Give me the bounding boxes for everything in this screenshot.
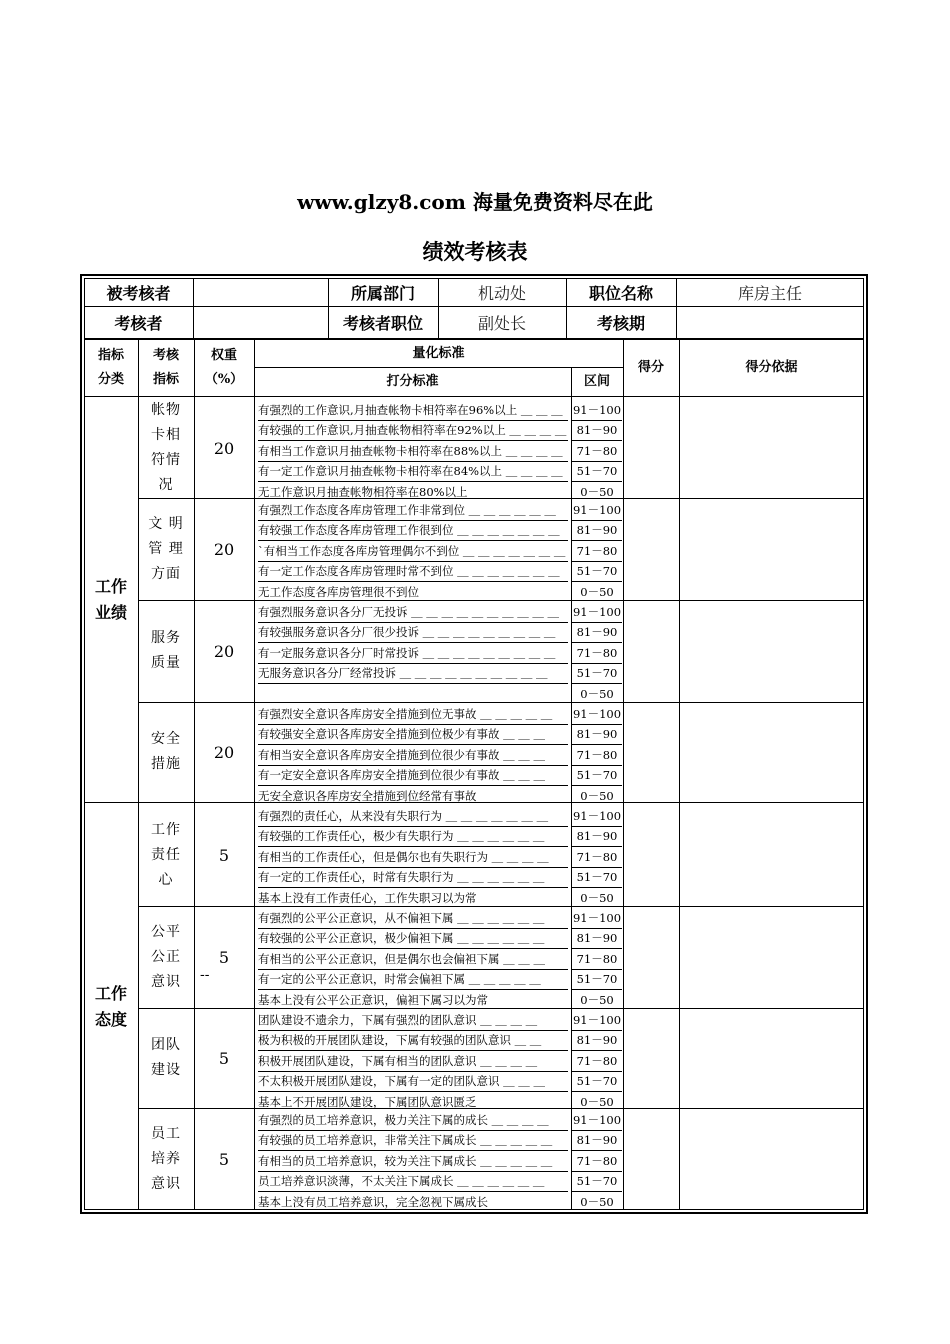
indicator-header-line: 指标 (152, 372, 179, 387)
criteria-line: 有相当安全意识各库房安全措施到位很少有事故 ＿ ＿ ＿ (258, 745, 568, 766)
range-value: 71－80 (572, 847, 622, 868)
indicator-name (138, 804, 194, 906)
range-value: 71－80 (572, 1151, 622, 1172)
range-value: 91－100 (572, 500, 622, 521)
range-value: 81－90 (572, 1130, 622, 1151)
range-value: 0－50 (580, 484, 614, 499)
category-attitude (84, 804, 138, 1210)
range-value: 71－80 (572, 745, 622, 766)
score-field[interactable] (623, 804, 679, 906)
examiner-position-field[interactable]: 副处长 (477, 313, 526, 333)
category-header-line: 指标 (97, 348, 124, 363)
criteria-line: 无工作意识月抽查帐物相符率在80%以上 (258, 484, 468, 499)
basis-field[interactable] (679, 398, 864, 498)
score-field[interactable] (623, 600, 679, 702)
criteria-line: 有一定工作意识月抽查帐物卡相符率在84%以上 ＿ ＿ ＿ ＿ (258, 461, 568, 482)
indicator-name-line: 公平 (151, 923, 181, 940)
weight-value: 5 (218, 947, 230, 967)
indicator-name-line: 员工 (151, 1125, 181, 1142)
criteria-line: 有相当的员工培养意识，较为关注下属成长 ＿ ＿ ＿ ＿ ＿ (258, 1151, 568, 1172)
criteria-line: 有一定的工作责任心，时常有失职行为 ＿ ＿ ＿ ＿ ＿ ＿ (258, 867, 568, 888)
indicator-name-line: 质量 (151, 655, 181, 671)
range-value: 81－90 (572, 622, 622, 643)
indicator-name-line: 培养 (151, 1150, 181, 1167)
indicator-name-line: 措施 (151, 756, 181, 772)
criteria-line: 有较强的工作责任心，极少有失职行为 ＿ ＿ ＿ ＿ ＿ ＿ (258, 826, 568, 847)
range-value: 91－100 (572, 400, 622, 421)
grid-col-line (254, 338, 255, 1210)
criteria-line: 有较强的工作意识,月抽查帐物相符率在92%以上 ＿ ＿ ＿ ＿ (258, 420, 568, 441)
range-value: 81－90 (572, 520, 622, 541)
range-value: 0－50 (580, 890, 614, 905)
criteria-line: 无安全意识各库房安全措施到位经常有事故 (258, 788, 477, 803)
basis-field[interactable] (679, 702, 864, 802)
criteria-line: 基本上没有工作责任心，工作失职习以为常 (258, 890, 477, 905)
examiner-field[interactable] (193, 306, 328, 338)
indicator-name (138, 1108, 194, 1210)
indicator-name-line: 心 (158, 871, 174, 888)
score-field[interactable] (623, 498, 679, 600)
range-value: 51－70 (572, 969, 622, 990)
category-text: 工作 (94, 984, 127, 1003)
criteria-line: 有相当的公平公正意识，但是偶尔也会偏袒下属 ＿ ＿ ＿ (258, 949, 568, 970)
indicator-header (138, 340, 194, 396)
criteria-line: 有较强工作态度各库房管理工作很到位 ＿ ＿ ＿ ＿ ＿ ＿ ＿ (258, 520, 568, 541)
basis-field[interactable] (679, 498, 864, 600)
basis-header: 得分依据 (745, 360, 798, 375)
indicator-name (138, 906, 194, 1008)
criteria-line: 有一定的公平公正意识，时常会偏袒下属 ＿ ＿ ＿ ＿ ＿ (258, 969, 568, 990)
range-value: 51－70 (572, 867, 622, 888)
basis-field[interactable] (679, 906, 864, 1008)
criteria-line: 有较强的公平公正意识，极少偏袒下属 ＿ ＿ ＿ ＿ ＿ ＿ (258, 928, 568, 949)
weight-value: 5 (218, 1149, 230, 1169)
basis-field[interactable] (679, 600, 864, 702)
header-bottom-border (84, 396, 864, 397)
range-value: 51－70 (572, 663, 622, 684)
range-value: 71－80 (572, 1051, 622, 1072)
position-field[interactable]: 库房主任 (737, 283, 802, 303)
category-header (84, 340, 138, 396)
indicator-name (138, 600, 194, 702)
category-text: 态度 (94, 1010, 127, 1029)
indicator-name (138, 1008, 194, 1108)
category-header-line: 分类 (97, 372, 124, 387)
range-value: 51－70 (572, 561, 622, 582)
range-value: 81－90 (572, 826, 622, 847)
indicator-name-line: 方面 (151, 565, 181, 582)
quant-standard-header: 量化标准 (412, 345, 465, 361)
criteria-line: 有强烈的员工培养意识，极力关注下属的成长 ＿ ＿ ＿ ＿ (258, 1110, 568, 1131)
basis-field[interactable] (679, 1108, 864, 1210)
category-text: 工作 (94, 577, 127, 596)
criteria-line: 有强烈的工作意识,月抽查帐物卡相符率在96%以上 ＿ ＿ ＿ (258, 400, 568, 421)
indicator-name-line: 文 明 (148, 515, 184, 532)
period-label: 考核期 (596, 313, 645, 333)
weight-header-line: （%） (204, 372, 244, 387)
criteria-line: `有相当工作态度各库房管理偶尔不到位 ＿ ＿ ＿ ＿ ＿ ＿ ＿ (258, 541, 568, 562)
criteria-line: 有较强服务意识各分厂很少投诉 ＿ ＿ ＿ ＿ ＿ ＿ ＿ ＿ ＿ (258, 622, 568, 643)
range-value: 91－100 (572, 602, 622, 623)
criteria-line: 有较强的员工培养意识，非常关注下属成长 ＿ ＿ ＿ ＿ ＿ (258, 1130, 568, 1151)
score-field[interactable] (623, 906, 679, 1008)
indicator-name-line: 责任 (151, 846, 181, 863)
score-field[interactable] (623, 1008, 679, 1108)
criteria-line: 有一定安全意识各库房安全措施到位很少有事故 ＿ ＿ ＿ (258, 765, 568, 786)
criteria-line: 有相当的工作责任心，但是偶尔也有失职行为 ＿ ＿ ＿ ＿ (258, 847, 568, 868)
criteria-line: 有较强安全意识各库房安全措施到位极少有事故 ＿ ＿ ＿ (258, 724, 568, 745)
criteria-line: 不太积极开展团队建设，下属有一定的团队意识 ＿ ＿ ＿ (258, 1071, 568, 1092)
indicator-name-line: 建设 (151, 1062, 181, 1078)
range-value: 91－100 (572, 908, 622, 929)
range-value: 0－50 (580, 686, 614, 701)
weight-note: -- (200, 967, 210, 983)
score-field[interactable] (623, 1108, 679, 1210)
criteria-line (258, 684, 568, 704)
weight-value: 20 (213, 438, 235, 458)
category-text: 业绩 (94, 603, 127, 622)
indicator-name (138, 702, 194, 802)
range-value: 51－70 (572, 461, 622, 482)
examiner-label: 考核者 (114, 313, 163, 333)
range-value: 71－80 (572, 643, 622, 664)
criteria-line: 极为积极的开展团队建设，下属有较强的团队意识 ＿ ＿ (258, 1030, 568, 1051)
indicator-name-line: 卡相 (151, 427, 181, 443)
criteria-line: 有强烈工作态度各库房管理工作非常到位 ＿ ＿ ＿ ＿ ＿ ＿ (258, 500, 568, 521)
criteria-line: 有强烈安全意识各库房安全措施到位无事故 ＿ ＿ ＿ ＿ ＿ (258, 704, 568, 725)
criteria-line: 有强烈服务意识各分厂无投诉 ＿ ＿ ＿ ＿ ＿ ＿ ＿ ＿ ＿ ＿ (258, 602, 568, 623)
range-value: 0－50 (580, 1094, 614, 1109)
range-value: 91－100 (572, 1110, 622, 1131)
range-value: 71－80 (572, 541, 622, 562)
criteria-line: 有强烈的公平公正意识，从不偏袒下属 ＿ ＿ ＿ ＿ ＿ ＿ (258, 908, 568, 929)
indicator-name (138, 498, 194, 600)
score-field[interactable] (623, 702, 679, 802)
criteria-line: 积极开展团队建设，下属有相当的团队意识 ＿ ＿ ＿ ＿ (258, 1051, 568, 1072)
criteria-line: 有强烈的责任心，从来没有失职行为 ＿ ＿ ＿ ＿ ＿ ＿ ＿ (258, 806, 568, 827)
criteria-line: 有相当工作意识月抽查帐物卡相符率在88%以上 ＿ ＿ ＿ ＿ (258, 441, 568, 462)
indicator-name-line: 符情 (151, 452, 181, 468)
range-value: 91－100 (572, 1010, 622, 1031)
category-performance (84, 398, 138, 802)
indicator-name-line: 安全 (151, 731, 181, 747)
weight-value: 20 (213, 641, 235, 661)
criteria-line: 有一定工作态度各库房管理时常不到位 ＿ ＿ ＿ ＿ ＿ ＿ ＿ (258, 561, 568, 582)
indicator-name-line: 团队 (151, 1037, 181, 1053)
range-value: 81－90 (572, 724, 622, 745)
range-header: 区间 (583, 373, 610, 389)
range-value: 81－90 (572, 1030, 622, 1051)
weight-value: 5 (218, 1048, 230, 1068)
criteria-line: 团队建设不遗余力，下属有强烈的团队意识 ＿ ＿ ＿ ＿ (258, 1010, 568, 1031)
criteria-line: 有一定服务意识各分厂时常投诉 ＿ ＿ ＿ ＿ ＿ ＿ ＿ ＿ ＿ (258, 643, 568, 664)
range-value: 81－90 (572, 928, 622, 949)
criteria-line: 基本上没有员工培养意识，完全忽视下属成长 (258, 1194, 488, 1209)
basis-field[interactable] (679, 1008, 864, 1108)
criteria-line: 基本上没有公平公正意识，偏袒下属习以为常 (258, 992, 488, 1007)
weight-value: 5 (218, 845, 230, 865)
range-value: 91－100 (572, 806, 622, 827)
position-label: 职位名称 (588, 283, 653, 303)
criteria-line: 基本上不开展团队建设，下属团队意识匮乏 (258, 1094, 477, 1109)
criteria-line: 无工作态度各库房管理很不到位 (258, 584, 419, 599)
department-field[interactable]: 机动处 (477, 283, 526, 303)
indicator-name-line: 意识 (151, 973, 181, 990)
indicator-name-line: 况 (158, 477, 174, 493)
indicator-header-line: 考核 (152, 348, 179, 363)
indicator-name (138, 398, 194, 498)
indicator-name-line: 意识 (151, 1175, 181, 1192)
weight-value: 20 (213, 742, 235, 762)
range-value: 0－50 (580, 992, 614, 1007)
indicator-name-line: 公正 (151, 948, 181, 965)
indicator-name-line: 管 理 (148, 540, 184, 557)
range-value: 81－90 (572, 420, 622, 441)
site-header: www.glzy8.com 海量免费资料尽在此 (297, 190, 653, 214)
criteria-line: 员工培养意识淡薄，不太关注下属成长 ＿ ＿ ＿ ＿ ＿ ＿ (258, 1171, 568, 1192)
basis-field[interactable] (679, 804, 864, 906)
score-header: 得分 (637, 360, 664, 375)
weight-value: 20 (213, 539, 235, 559)
indicator-name-line: 帐物 (151, 402, 181, 418)
range-value: 51－70 (572, 1071, 622, 1092)
score-field[interactable] (623, 398, 679, 498)
range-value: 0－50 (580, 584, 614, 599)
document-title: 绩效考核表 (422, 239, 528, 264)
range-value: 0－50 (580, 788, 614, 803)
weight-header (194, 340, 254, 396)
range-value: 51－70 (572, 1171, 622, 1192)
examinee-label: 被考核者 (106, 283, 171, 303)
examiner-position-label: 考核者职位 (342, 313, 423, 333)
criteria-header: 打分标准 (386, 373, 439, 389)
range-value: 51－70 (572, 765, 622, 786)
criteria-line: 无服务意识各分厂经常投诉 ＿ ＿ ＿ ＿ ＿ ＿ ＿ ＿ ＿ ＿ (258, 663, 568, 684)
indicator-name-line: 工作 (151, 821, 181, 838)
range-value: 71－80 (572, 949, 622, 970)
examinee-field[interactable] (193, 278, 328, 306)
department-label: 所属部门 (350, 283, 415, 303)
indicator-name-line: 服务 (151, 630, 181, 646)
weight-header-line: 权重 (210, 348, 237, 363)
range-value: 91－100 (572, 704, 622, 725)
range-value: 71－80 (572, 441, 622, 462)
range-value: 0－50 (580, 1194, 614, 1209)
period-field[interactable] (676, 306, 864, 338)
